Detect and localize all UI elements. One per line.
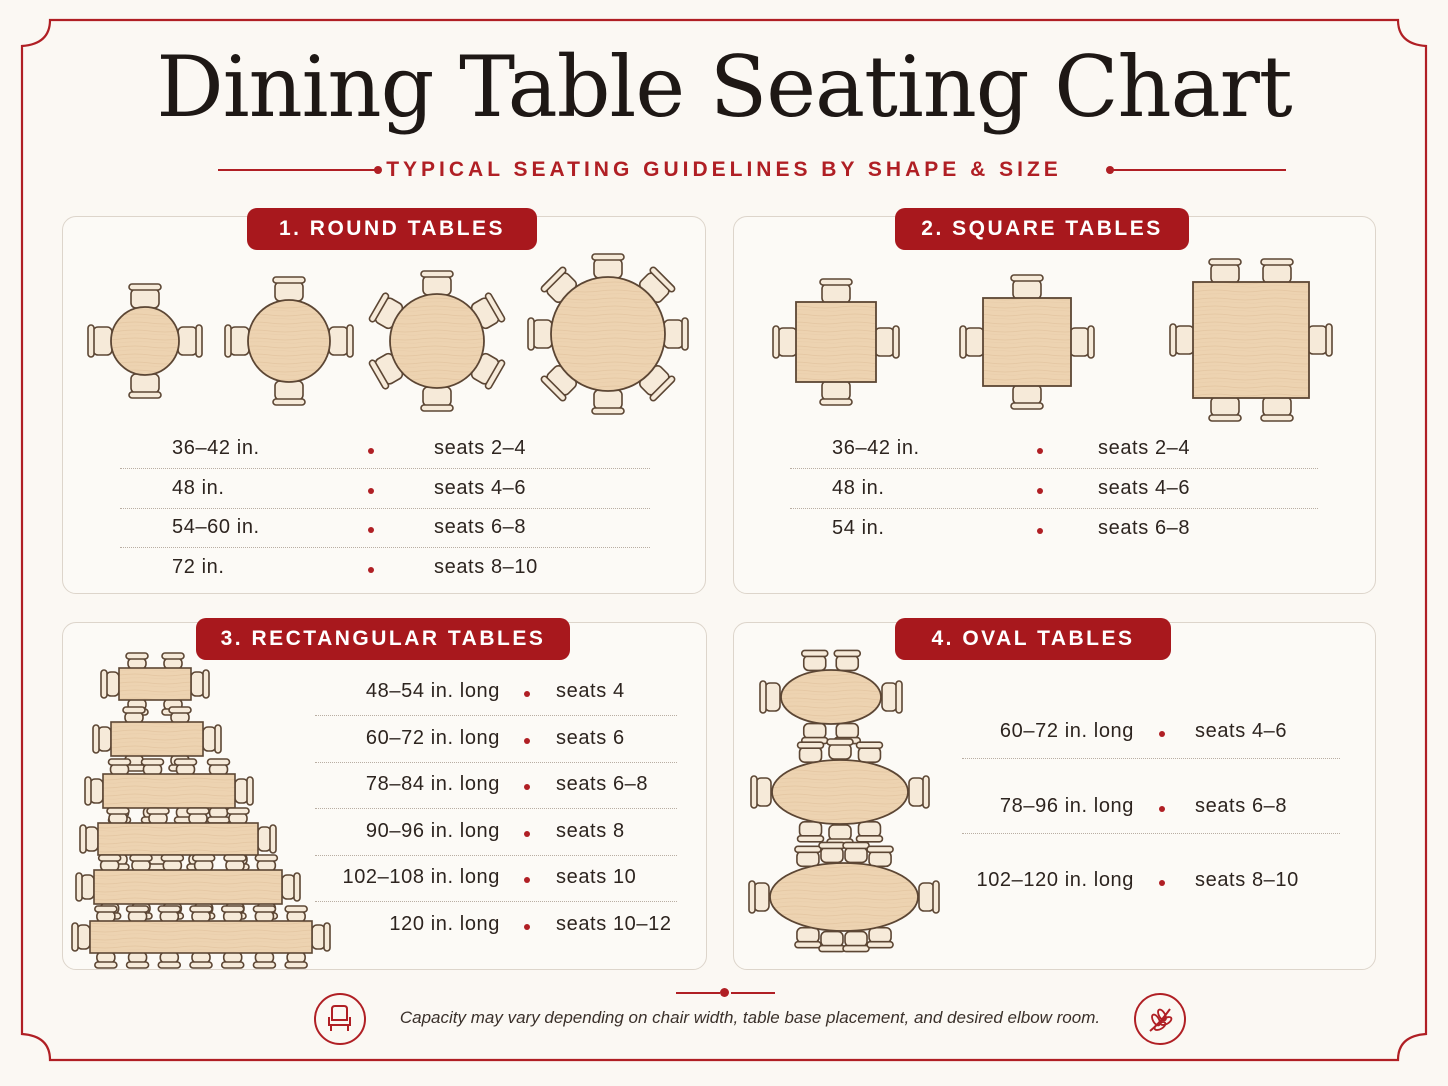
chair <box>225 325 249 357</box>
chair <box>1261 259 1293 283</box>
chair <box>1209 397 1241 421</box>
oval-bullet <box>1159 880 1165 886</box>
rectangular-size-label: 48–54 in. long <box>365 680 500 702</box>
oval-tables-heading: 4. OVAL TABLES <box>895 618 1171 660</box>
rectangular-seats-label: seats 10–12 <box>556 912 672 935</box>
round-table-top <box>390 294 484 388</box>
chair <box>190 952 212 968</box>
rectangular-bullet <box>524 924 530 930</box>
round-row-divider <box>120 468 650 469</box>
square-table-top <box>796 302 876 382</box>
oval-row <box>0 795 1448 821</box>
chair <box>253 952 275 968</box>
laurel-sprig-icon <box>1134 993 1186 1045</box>
square-row <box>0 517 1448 543</box>
chair <box>421 271 453 295</box>
rectangular-row-divider <box>315 715 677 716</box>
round-table-top <box>551 277 665 391</box>
round-table-top <box>111 307 179 375</box>
chair <box>127 952 149 968</box>
page-title: Dining Table Seating Chart <box>156 38 1292 136</box>
round-row-divider <box>120 547 650 548</box>
oval-size-label: 102–120 in. long <box>976 869 1134 891</box>
footer-rule-right <box>731 992 775 994</box>
chair <box>88 325 112 357</box>
oval-size-label: 78–96 in. long <box>999 794 1134 817</box>
round-seats-label: seats 2–4 <box>434 437 527 459</box>
chair <box>795 846 821 866</box>
round-table-top <box>248 300 330 382</box>
oval-seats-label: seats 4–6 <box>1195 720 1288 742</box>
rectangular-row-divider <box>315 855 677 856</box>
round-size-label: 54–60 in. <box>172 516 260 538</box>
page-subtitle: TYPICAL SEATING GUIDELINES BY SHAPE & SIZE <box>386 158 1062 181</box>
rectangular-seats-label: seats 6–8 <box>556 773 649 795</box>
chair <box>1261 397 1293 421</box>
round-size-label: 48 in. <box>172 476 225 499</box>
square-table-top <box>983 298 1071 386</box>
oval-seats-label: seats 6–8 <box>1195 794 1288 817</box>
chair <box>1070 326 1094 358</box>
square-bullet <box>1037 448 1043 454</box>
chair <box>960 326 984 358</box>
round-row-divider <box>120 508 650 509</box>
armchair-icon <box>314 993 366 1045</box>
chair <box>875 326 899 358</box>
square-size-label: 36–42 in. <box>832 437 920 459</box>
chair <box>126 653 148 669</box>
chair <box>129 284 161 308</box>
square-tables-heading: 2. SQUARE TABLES <box>895 208 1189 250</box>
square-row <box>0 477 1448 503</box>
chair <box>273 277 305 301</box>
chair <box>1308 324 1332 356</box>
square-row-divider <box>790 508 1318 509</box>
chair <box>528 318 552 350</box>
footnote: Capacity may vary depending on chair width, table base placement, and desired elbow room. <box>399 1008 1101 1027</box>
footer-dot <box>720 988 729 997</box>
round-seats-label: seats 8–10 <box>434 555 538 578</box>
chair <box>162 653 184 669</box>
square-size-label: 54 in. <box>832 517 885 539</box>
chair <box>273 381 305 405</box>
chair <box>773 326 797 358</box>
rectangular-row-divider <box>315 762 677 763</box>
rectangular-seats-label: seats 4 <box>556 680 625 702</box>
rectangular-size-label: 102–108 in. long <box>342 866 500 888</box>
round-seats-label: seats 6–8 <box>434 516 527 538</box>
chair <box>1011 385 1043 409</box>
chair <box>1170 324 1194 356</box>
oval-bullet <box>1159 731 1165 737</box>
square-row-divider <box>790 468 1318 469</box>
square-bullet <box>1037 488 1043 494</box>
chair <box>664 318 688 350</box>
rectangular-bullet <box>524 691 530 697</box>
chair <box>222 952 244 968</box>
chair <box>1209 259 1241 283</box>
oval-row <box>0 720 1448 746</box>
square-bullet <box>1037 528 1043 534</box>
rectangular-row-divider <box>315 901 677 902</box>
square-row <box>0 437 1448 463</box>
rectangular-tables-heading: 3. RECTANGULAR TABLES <box>196 618 570 660</box>
chair <box>592 254 624 278</box>
rectangular-size-label: 120 in. long <box>389 912 500 935</box>
rectangular-size-label: 78–84 in. long <box>365 773 500 795</box>
rectangular-seats-label: seats 6 <box>556 726 625 749</box>
square-table-top <box>1193 282 1309 398</box>
oval-bullet <box>1159 806 1165 812</box>
chair <box>285 952 307 968</box>
oval-row <box>0 869 1448 895</box>
rectangular-row <box>0 913 1448 939</box>
rectangular-row <box>0 680 1448 706</box>
rectangular-bullet <box>524 831 530 837</box>
square-seats-label: seats 2–4 <box>1098 437 1191 459</box>
chair <box>820 279 852 303</box>
chair <box>592 390 624 414</box>
round-size-label: 36–42 in. <box>172 437 260 459</box>
round-bullet <box>368 567 374 573</box>
round-seats-label: seats 4–6 <box>434 476 527 499</box>
round-row <box>0 556 1448 582</box>
chair <box>820 381 852 405</box>
chair <box>802 650 828 670</box>
chair <box>178 325 202 357</box>
chair <box>867 846 893 866</box>
rectangular-seats-label: seats 8 <box>556 819 625 842</box>
oval-size-label: 60–72 in. long <box>999 720 1134 742</box>
rectangular-bullet <box>524 784 530 790</box>
footer-rule-left <box>676 992 720 994</box>
square-seats-label: seats 6–8 <box>1098 517 1191 539</box>
rectangular-size-label: 60–72 in. long <box>365 726 500 749</box>
chair <box>421 387 453 411</box>
chair <box>329 325 353 357</box>
square-size-label: 48 in. <box>832 477 885 499</box>
rectangular-size-label: 90–96 in. long <box>365 819 500 842</box>
oval-seats-label: seats 8–10 <box>1195 869 1299 891</box>
chair <box>158 952 180 968</box>
chair <box>834 650 860 670</box>
square-seats-label: seats 4–6 <box>1098 477 1191 499</box>
oval-row-divider <box>962 758 1340 759</box>
rectangular-seats-label: seats 10 <box>556 866 637 888</box>
round-tables-heading: 1. ROUND TABLES <box>247 208 537 250</box>
oval-row-divider <box>962 833 1340 834</box>
round-size-label: 72 in. <box>172 555 225 578</box>
chair <box>129 374 161 398</box>
chair <box>95 952 117 968</box>
chair <box>1011 275 1043 299</box>
